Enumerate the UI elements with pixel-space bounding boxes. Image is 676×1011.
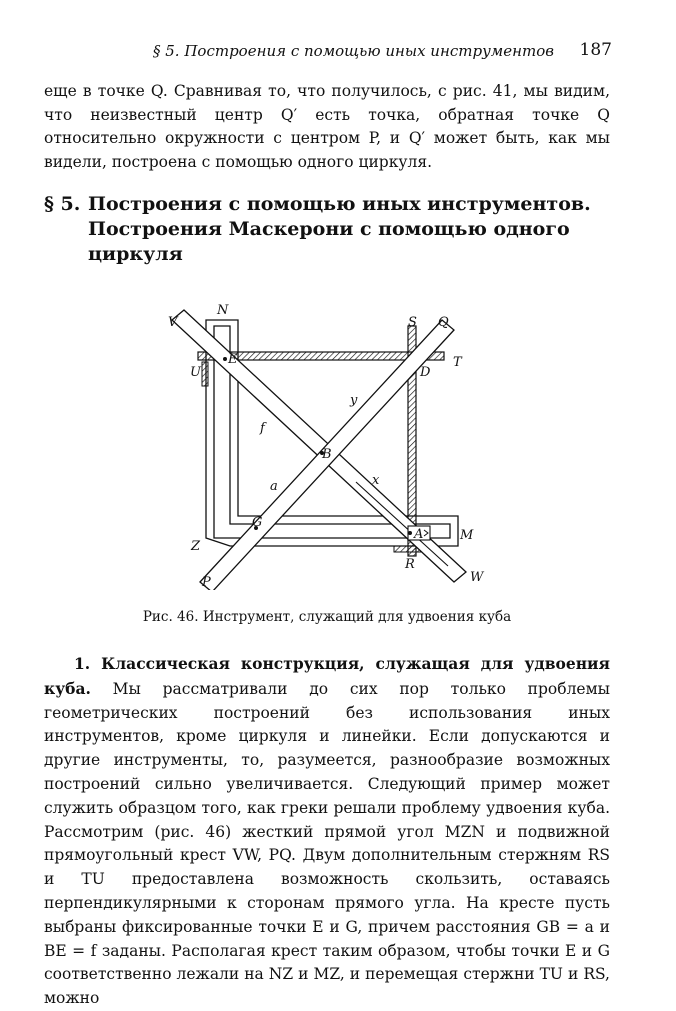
label-e: E <box>228 352 238 367</box>
hatch-block-u <box>202 362 208 386</box>
subsection-paragraph <box>44 652 610 1011</box>
subsection-title: 1. Классическая конструкция, служащая для удвоения куба. <box>44 654 610 698</box>
label-y: y <box>350 393 358 408</box>
label-p: P <box>202 575 211 590</box>
label-u: U <box>190 365 201 380</box>
label-g: G <box>252 515 263 530</box>
point-e <box>223 357 227 361</box>
label-d: D <box>420 365 431 380</box>
subsection-body: Мы рассматривали до сих пор только проблемы геометрических построений без использования иных инструментов, кроме циркуля и линейки. Если допускаются и другие инструменты, то, разумеется, разнообразие возможных построений сильно увеличивается. Следующий пример может служить образцом того, как греки решали проблему удвоения куба. Рассмотрим (рис. 46) жесткий прямой угол MZN и подвижной прямоугольный крест VW, PQ. Двум дополнительным стержням RS и TU предоставлена возможность скользить, оставаясь перпендикулярными к сторонам прямого угла. На кресте пусть выбраны фиксированные точки E и G, причем расстояния GB = a и BE = f заданы. Располагая крест таким образом, чтобы точки E и G соответственно лежали на NZ и MZ, и перемещая стержни TU и RS, можно <box>44 679 610 1008</box>
label-x: x <box>372 473 380 488</box>
label-a-lower: a <box>270 479 278 494</box>
instrument-diagram <box>158 296 498 590</box>
section-title: Построения с помощью иных инструментов. Построения Маскерони с помощью одного циркуля <box>88 193 591 265</box>
label-a: A <box>414 527 424 542</box>
page-number: 187 <box>579 40 612 60</box>
label-r: R <box>405 557 415 572</box>
label-t: T <box>453 355 462 370</box>
running-header <box>60 36 612 64</box>
running-title: § 5. Построения с помощью иных инструментов <box>153 42 554 60</box>
label-v: V <box>168 315 178 330</box>
section-heading <box>44 192 610 267</box>
section-number: § 5. <box>44 193 81 215</box>
label-w: W <box>470 570 484 585</box>
label-m: M <box>460 528 474 543</box>
point-a <box>408 531 412 535</box>
label-z: Z <box>191 539 201 554</box>
figure-46 <box>158 296 498 590</box>
label-f: f <box>260 421 265 436</box>
intro-paragraph: еще в точке Q. Сравнивая то, что получилось, с рис. 41, мы видим, что неизвестный центр Q′ есть точка, обратная точке Q относительно окружности с центром P, и Q′ может быть, как мы видели, построена с помощью одного циркуля. <box>44 82 610 171</box>
figure-caption: Рис. 46. Инструмент, служащий для удвоения куба <box>142 609 512 625</box>
label-s: S <box>408 315 417 330</box>
label-q: Q <box>438 315 449 330</box>
label-n: N <box>217 303 229 318</box>
label-b: B <box>322 447 332 462</box>
